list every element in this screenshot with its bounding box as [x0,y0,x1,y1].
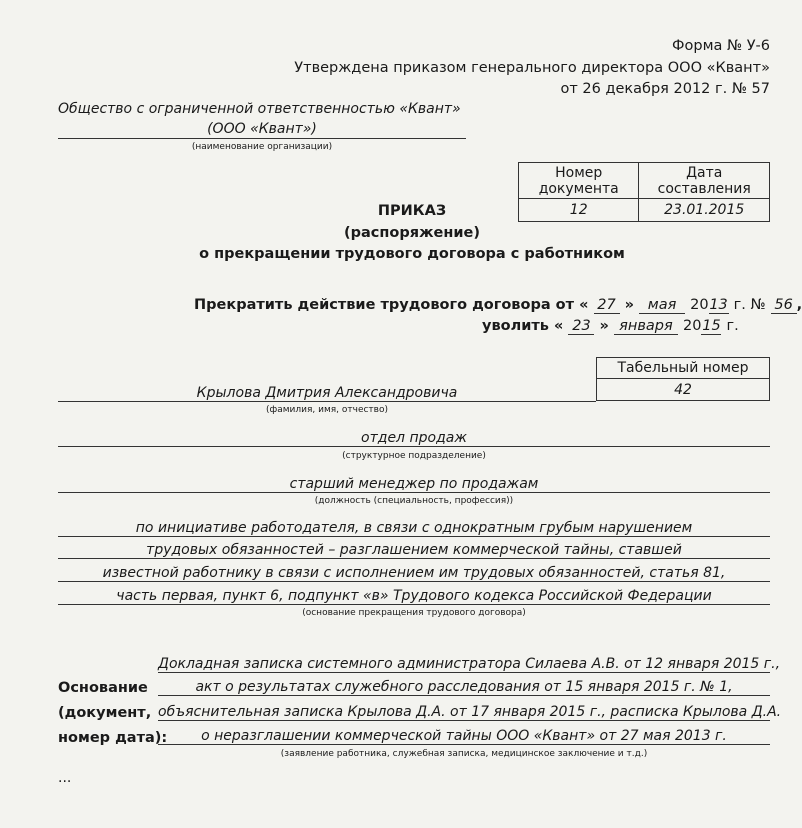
terminate-open-quote: « [579,297,589,313]
dismiss-year-prefix: 20 [683,318,702,334]
title-subject: о прекращении трудового договора с работником [199,246,625,262]
dismiss-close-quote: » [599,318,609,334]
basis-underline-4 [158,744,770,745]
position-caption: (должность (специальность, профессия)) [314,496,514,506]
approval-line: Утверждена приказом генерального директора ООО «Квант» [294,60,770,76]
basis-underline-2 [158,695,770,696]
dismiss-year-suffix: г. [726,318,739,334]
position: старший менеджер по продажам [289,476,539,492]
terminate-month: мая [639,297,685,314]
title-rasporyazhenie: (распоряжение) [344,225,480,241]
position-underline [58,492,770,493]
tab-number-table [596,357,770,401]
department: отдел продаж [361,430,467,446]
dismiss-month: января [614,318,678,335]
document-date-value: 23.01.2015 [639,199,770,222]
terminate-row [194,297,802,314]
basis-caption: (заявление работника, служебная записка, медицинское заключение и т.д.) [280,749,648,759]
department-underline [58,446,770,447]
grounds-line-1: по инициативе работодателя, в связи с однократным грубым нарушением [135,520,693,536]
dismiss-open-quote: « [554,318,564,334]
basis-line-2: акт о результатах служебного расследования от 15 января 2015 г. № 1, [195,679,733,695]
basis-label-3: номер дата): [58,730,168,746]
terminate-year-suffix: г. № [733,297,766,313]
form-number: Форма № У-6 [672,38,770,54]
employee-name-underline [58,401,596,402]
terminate-year-prefix: 20 [690,297,709,313]
dismiss-label: уволить [482,318,549,334]
terminate-comma: , [796,297,802,313]
employee-name-caption: (фамилия, имя, отчество) [266,405,388,415]
employee-name: Крылова Дмитрия Александровича [196,385,458,401]
basis-line-1: Докладная записка системного администратора Силаева А.В. от 12 января 2015 г., [158,656,781,672]
basis-line-3: объяснительная записка Крылова Д.А. от 17 января 2015 г., расписка Крылова Д.А. [158,704,782,720]
terminate-day: 27 [594,297,620,314]
dismiss-row [482,318,739,335]
terminate-close-quote: » [624,297,634,313]
organization-underline [58,138,466,139]
document-table [518,162,770,222]
dismiss-day: 23 [568,318,594,335]
terminate-year: 13 [709,297,728,313]
grounds-underline-3 [58,581,770,582]
grounds-line-2: трудовых обязанностей – разглашением коммерческой тайны, ставшей [146,542,682,558]
grounds-line-4: часть первая, пункт 6, подпункт «в» Трудового кодекса Российской Федерации [116,588,712,604]
basis-underline-3 [158,720,770,721]
basis-line-4: о неразглашении коммерческой тайны ООО «Квант» от 27 мая 2013 г. [201,728,727,744]
basis-label-2: (документ, [58,705,152,721]
organization-name: Общество с ограниченной ответственностью «Квант» [58,101,461,117]
approval-date: от 26 декабря 2012 г. № 57 [560,81,770,97]
basis-underline-1 [158,672,770,673]
document-number-value: 12 [519,199,639,222]
basis-label-1: Основание [58,680,148,696]
document-number-header: Номер документа [519,163,639,199]
terminate-label: Прекратить действие трудового договора от [194,297,575,313]
continuation-ellipsis: ... [58,770,72,786]
title-prikaz: ПРИКАЗ [377,203,447,219]
department-caption: (структурное подразделение) [342,451,486,461]
organization-caption: (наименование организации) [191,142,333,152]
grounds-caption: (основание прекращения трудового договора) [302,608,526,618]
dismiss-year: 15 [702,318,721,334]
grounds-line-3: известной работнику в связи с исполнением им трудовых обязанностей, статья 81, [102,565,726,581]
terminate-contract-number: 56 [771,297,797,314]
grounds-underline-2 [58,558,770,559]
document-date-header: Дата составления [639,163,770,199]
grounds-underline-1 [58,536,770,537]
tab-number-header: Табельный номер [597,358,770,379]
organization-short-name: (ООО «Квант») [207,121,317,137]
grounds-underline-4 [58,604,770,605]
tab-number-value: 42 [597,379,770,401]
